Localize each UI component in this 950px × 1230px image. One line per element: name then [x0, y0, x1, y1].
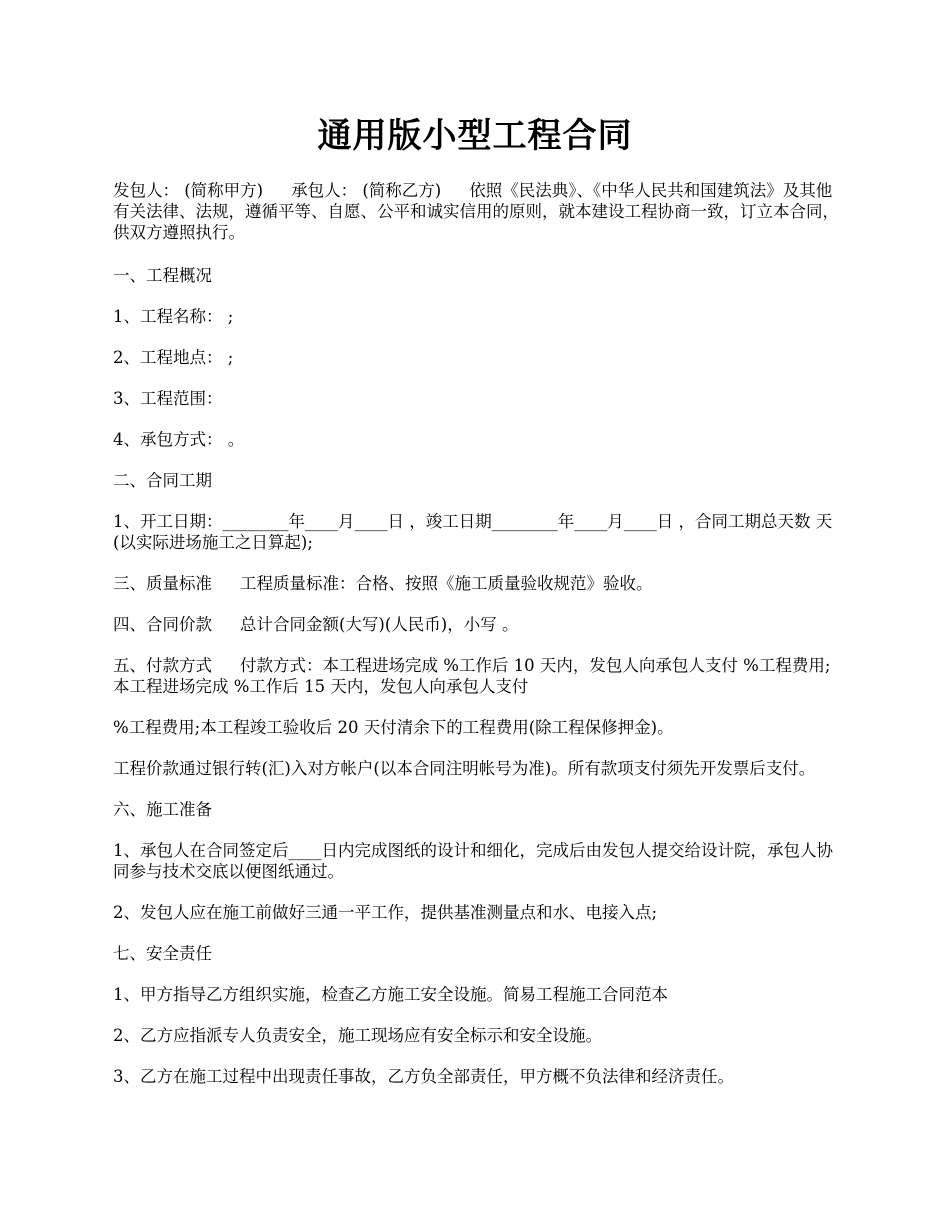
document-title: 通用版小型工程合同	[317, 116, 633, 156]
section-quality	[113, 573, 841, 594]
payment-text: 付款方式：本工程进场完成 %工作后 10 天内，发包人向承包人支付 %工程费用;本工程进场完成 %工作后 15 天内，发包人向承包人支付	[113, 656, 831, 696]
clause-project-name: 1、工程名称： ;	[113, 307, 234, 326]
section-heading: 五、付款方式	[113, 656, 212, 675]
price-text: 总计合同金额(大写)(人民币)，小写 。	[240, 615, 519, 634]
clause-prep-2: 2、发包人应在施工前做好三通一平工作，提供基准测量点和水、电接入点;	[113, 903, 658, 922]
party-a-label: 发包人： (简称甲方)	[113, 181, 264, 200]
section-heading: 六、施工准备	[113, 800, 212, 819]
intro-paragraph	[113, 180, 841, 243]
section-heading: 四、合同价款	[113, 615, 212, 634]
party-b-label: 承包人： (简称乙方)	[291, 181, 442, 200]
clause-contract-method: 4、承包方式： 。	[113, 430, 245, 449]
clause-project-scope: 3、工程范围：	[113, 389, 223, 408]
payment-bank: 工程价款通过银行转(汇)入对方帐户(以本合同注明帐号为准)。所有款项支付须先开发票后支付。	[113, 759, 816, 778]
section-heading: 一、工程概况	[113, 266, 212, 285]
clause-project-location: 2、工程地点： ;	[113, 348, 234, 367]
section-heading: 七、安全责任	[113, 944, 212, 963]
payment-continued: %工程费用;本工程竣工验收后 20 天付清余下的工程费用(除工程保修押金)。	[113, 718, 674, 737]
section-payment	[113, 655, 841, 697]
quality-text: 工程质量标准：合格、按照《施工质量验收规范》验收。	[240, 574, 653, 593]
clause-safety-3: 3、乙方在施工过程中出现责任事故，乙方负全部责任，甲方概不负法律和经济责任。	[113, 1067, 734, 1086]
section-price	[113, 614, 841, 635]
clause-schedule: 1、开工日期：________年____月____日 ，竣工日期________年____月____日 ，合同工期总天数 天(以实际进场施工之日算起);	[113, 512, 833, 552]
section-heading: 三、质量标准	[113, 574, 212, 593]
section-heading: 二、合同工期	[113, 471, 212, 490]
clause-safety-1: 1、甲方指导乙方组织实施，检查乙方施工安全设施。简易工程施工合同范本	[113, 985, 668, 1004]
document-body	[113, 180, 841, 1107]
clause-prep-1: 1、承包人在合同签定后____日内完成图纸的设计和细化，完成后由发包人提交给设计院，承包人协同参与技术交底以便图纸通过。	[113, 841, 833, 881]
clause-safety-2: 2、乙方应指派专人负责安全，施工现场应有安全标示和安全设施。	[113, 1026, 602, 1045]
intro-text: 依照《民法典》、《中华人民共和国建筑法》及其他有关法律、法规，遵循平等、自愿、公平和诚实信用的原则，就本建设工程协商一致，订立本合同，供双方遵照执行。	[113, 181, 839, 242]
